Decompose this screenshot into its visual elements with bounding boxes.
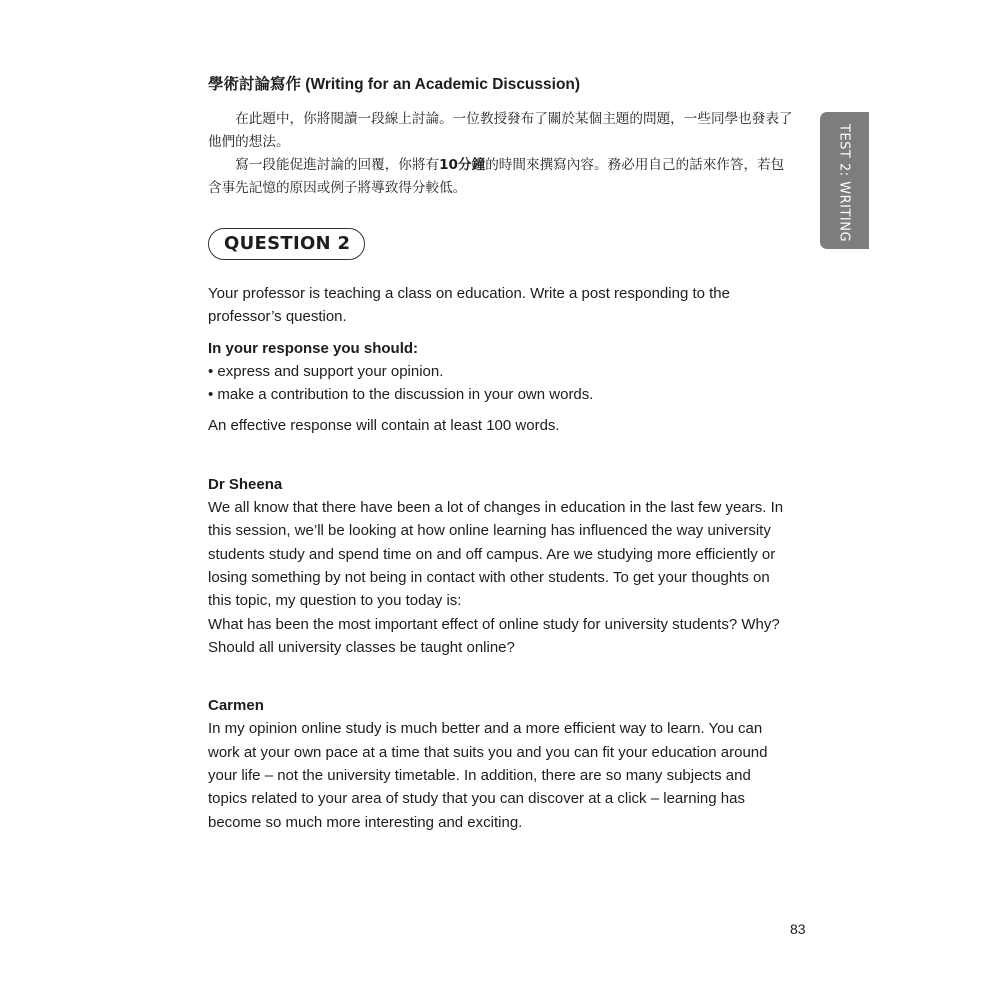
professor-question: What has been the most important effect of online study for university students? Why? Should all university classes be taught online? — [208, 615, 780, 656]
list-item: • express and support your opinion. — [208, 362, 444, 380]
response-requirements-list — [208, 360, 794, 407]
professor-text: We all know that there have been a lot of changes in education in the last few years. In this session, we’ll be looking at how online learning has influenced the way university students study and spend time on and off campus. Are we studying more efficiently or losing something by not being in contact with other students. To get your thoughts on this topic, my question to you today is: — [208, 499, 784, 610]
response-requirements-heading: In your response you should: — [208, 339, 419, 357]
page-content — [208, 74, 794, 834]
word-count-note: An effective response will contain at least 100 words. — [208, 417, 560, 435]
student-text: In my opinion online study is much better and a more efficient way to learn. You can work at your own pace at a time that suits you and you can fit your education around your life – not the university timetable. In addition, there are so many subjects and topics related to your area of study that you can discover at a click – learning has become so much more interesting and exciting. — [208, 720, 768, 831]
side-tab-label: TEST 2: WRITING — [836, 124, 852, 243]
question-prompt: Your professor is teaching a class on education. Write a post responding to the professor’s question. — [208, 285, 730, 326]
instruction-text-after: 的時間來撰寫內容。務必用自己的話來作答，若包含事先記憶的原因或例子將導致得分較低。 — [208, 157, 785, 196]
list-item: • make a contribution to the discussion in your own words. — [208, 386, 594, 404]
chinese-instructions — [208, 108, 794, 200]
professor-name: Dr Sheena — [208, 475, 283, 493]
student-name: Carmen — [208, 697, 264, 715]
professor-post — [208, 473, 794, 659]
question-label-badge: QUESTION 2 — [208, 228, 365, 260]
student-post — [208, 694, 794, 834]
page-number: 83 — [790, 921, 806, 937]
instruction-paragraph-1: 在此題中，你將閱讀一段線上討論。一位教授發布了關於某個主題的問題，一些同學也發表了他們的想法。 — [208, 111, 793, 150]
section-side-tab — [820, 112, 869, 249]
instruction-text-before: 寫一段能促進討論的回覆，你將有 — [235, 157, 440, 173]
instruction-paragraph-2 — [208, 154, 794, 200]
section-heading: 學術討論寫作 (Writing for an Academic Discussion) — [208, 76, 581, 93]
time-limit-emphasis: 10分鐘 — [439, 157, 486, 173]
